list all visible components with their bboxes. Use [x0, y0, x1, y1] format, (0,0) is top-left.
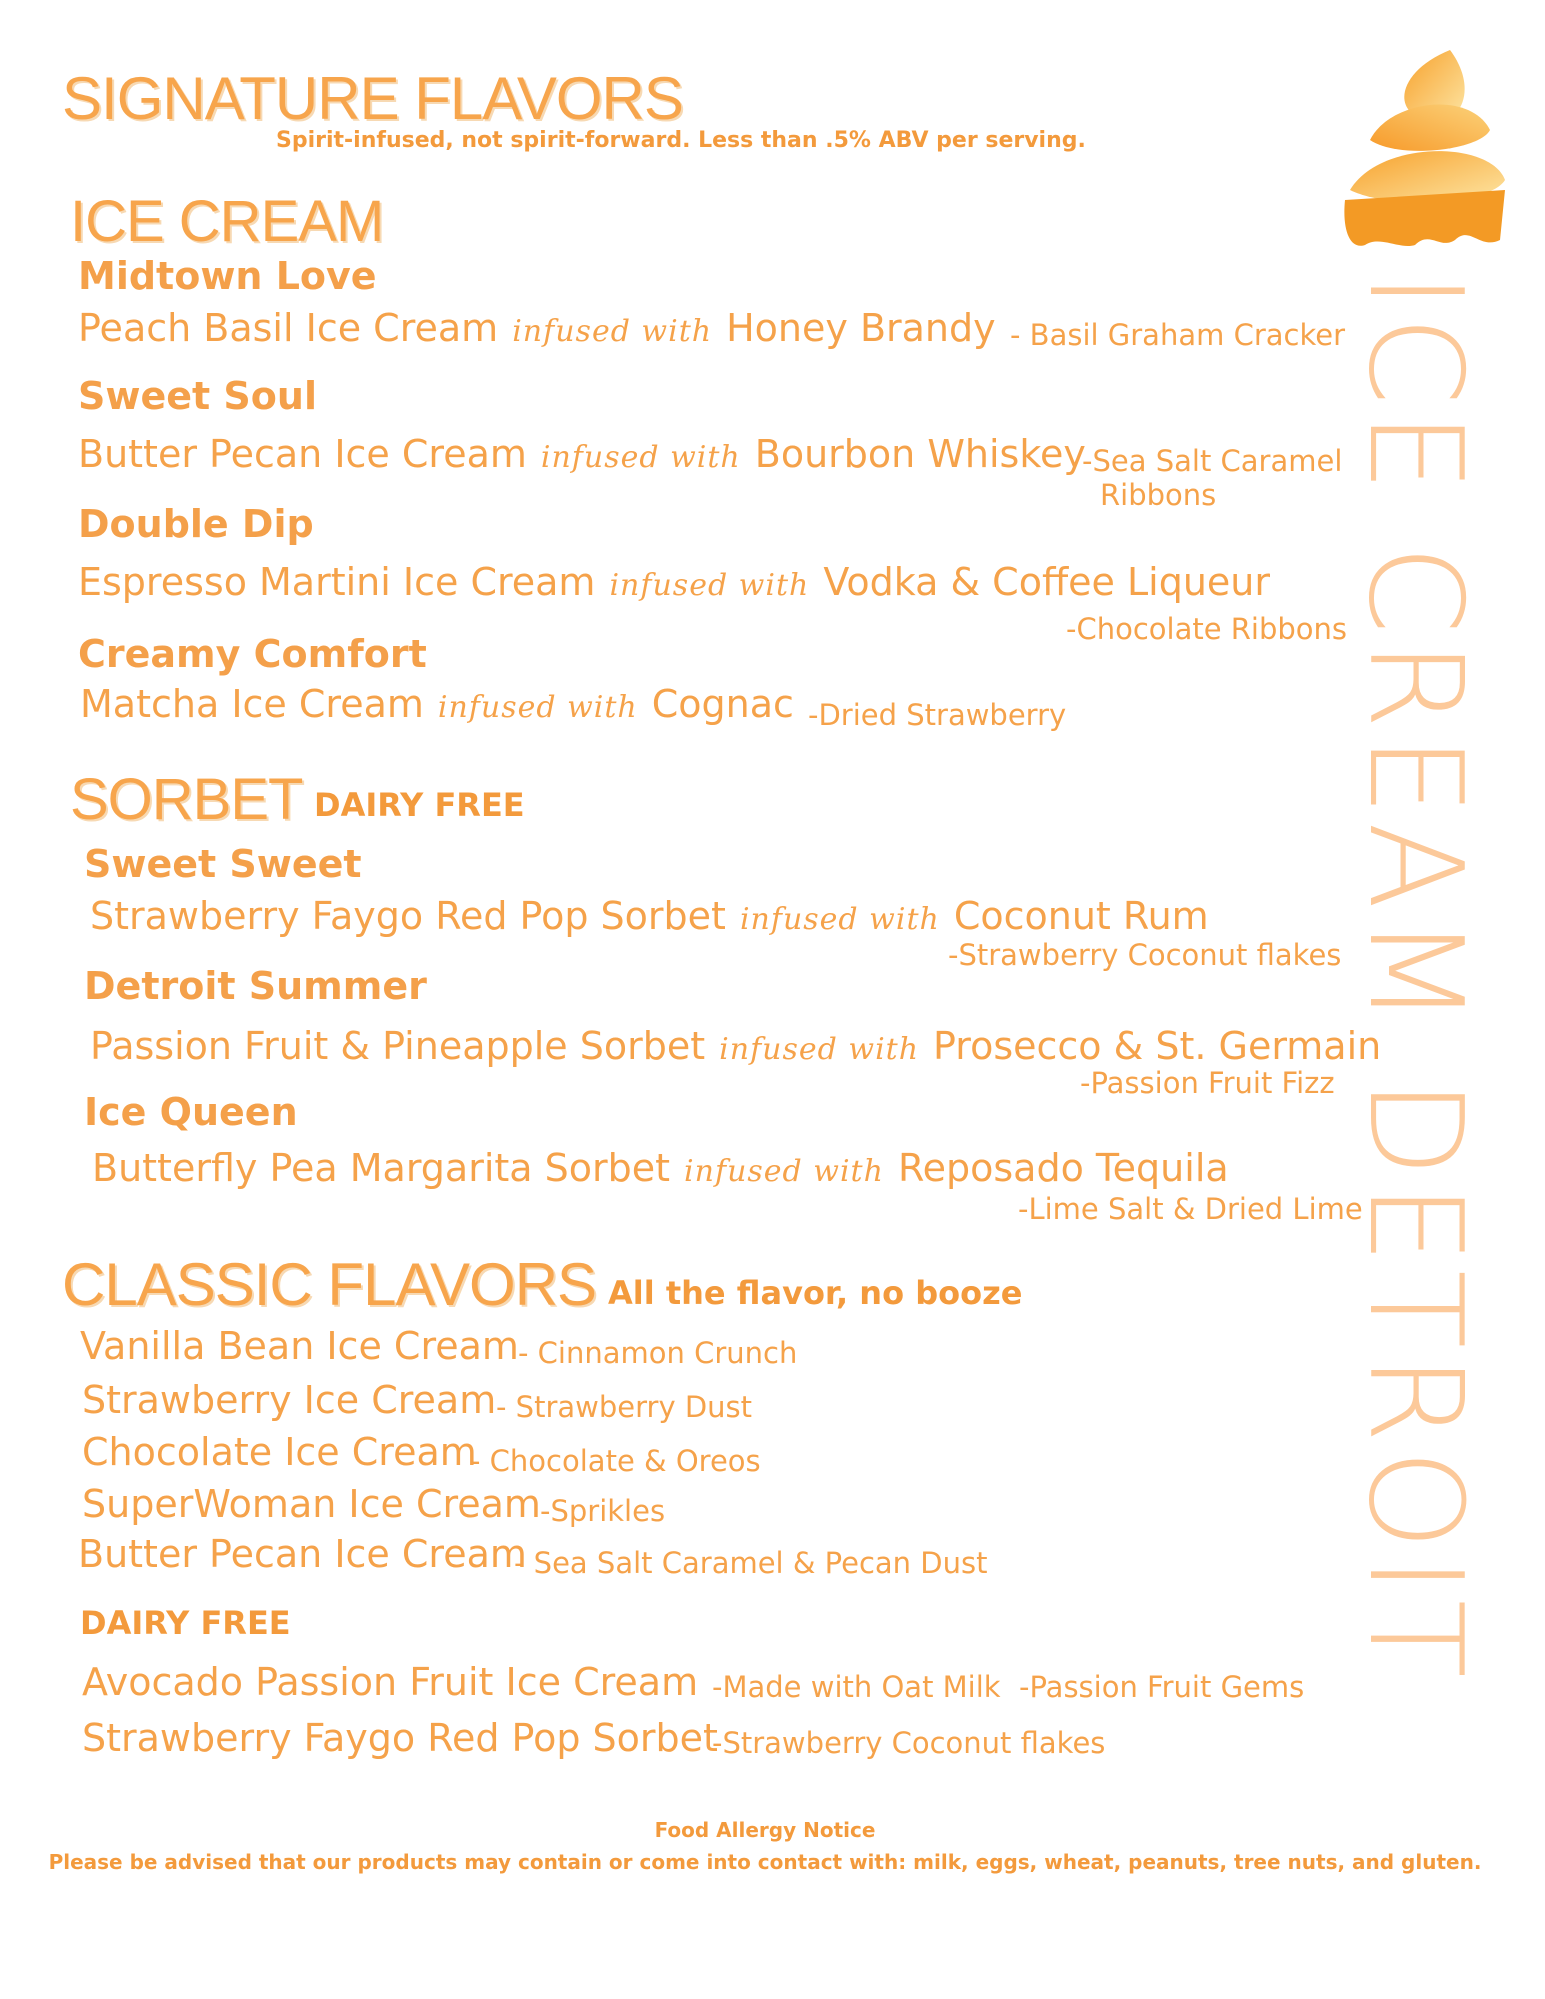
- infused-with-label: infused with: [437, 690, 638, 725]
- classic-item: [82, 1716, 718, 1760]
- classic-heading: CLASSIC FLAVORS: [62, 1251, 597, 1318]
- item-name: Sweet Sweet: [84, 842, 362, 886]
- item-description: [92, 1146, 1229, 1190]
- item-spirit: Vodka & Coffee Liqueur: [823, 560, 1270, 604]
- classic-item: [82, 1378, 496, 1422]
- item-spirit: Prosecco & St. Germain: [933, 1024, 1382, 1068]
- item-base: Espresso Martini Ice Cream: [78, 560, 596, 604]
- infused-with-label: infused with: [512, 314, 713, 349]
- sorbet-heading: SORBET: [70, 767, 303, 832]
- item-base: Peach Basil Ice Cream: [78, 306, 499, 350]
- item-name: Midtown Love: [78, 254, 377, 298]
- item-topping: -Lime Salt & Dried Lime: [1018, 1192, 1363, 1226]
- item-topping: -Passion Fruit Fizz: [1080, 1066, 1335, 1100]
- item-description: [90, 1024, 1381, 1068]
- signature-tagline: Spirit-infused, not spirit-forward. Less than .5% ABV per serving.: [276, 128, 1086, 153]
- item-spirit: Cognac: [651, 682, 794, 726]
- item-base: Strawberry Faygo Red Pop Sorbet: [82, 1716, 718, 1760]
- sorbet-badge: DAIRY FREE: [314, 786, 525, 824]
- item-base: Matcha Ice Cream: [80, 682, 424, 726]
- item-topping: - Strawberry Dust: [496, 1390, 753, 1424]
- item-description: [78, 432, 1086, 476]
- item-topping: -Dried Strawberry: [808, 698, 1067, 732]
- item-spirit: Coconut Rum: [953, 894, 1209, 938]
- brand-vertical-title: ICE CREAM DETROIT: [1340, 272, 1489, 1684]
- item-topping: -Strawberry Coconut flakes: [712, 1726, 1106, 1760]
- item-name: Ice Queen: [84, 1090, 298, 1134]
- item-description: [78, 306, 996, 350]
- item-topping: - Basil Graham Cracker: [1010, 318, 1345, 352]
- item-base: Strawberry Ice Cream: [82, 1378, 497, 1422]
- item-spirit: Bourbon Whiskey: [754, 432, 1086, 476]
- item-base: Butterfly Pea Margarita Sorbet: [92, 1146, 671, 1190]
- item-topping: - Chocolate & Oreos: [470, 1444, 761, 1478]
- dairy-free-heading: DAIRY FREE: [80, 1604, 291, 1642]
- classic-item: [82, 1660, 698, 1704]
- item-topping: -Strawberry Coconut flakes: [948, 938, 1342, 972]
- item-base: SuperWoman Ice Cream: [82, 1482, 541, 1526]
- item-base: Chocolate Ice Cream: [82, 1430, 477, 1474]
- item-base: Butter Pecan Ice Cream: [78, 432, 527, 476]
- item-name: Double Dip: [78, 502, 314, 546]
- item-base: Vanilla Bean Ice Cream: [80, 1324, 519, 1368]
- item-name: Sweet Soul: [78, 374, 317, 418]
- item-base: Passion Fruit & Pineapple Sorbet: [90, 1024, 706, 1068]
- classic-item: [78, 1532, 527, 1576]
- item-description: [80, 682, 794, 726]
- item-base: Butter Pecan Ice Cream: [78, 1532, 527, 1576]
- item-topping: -Sprikles: [540, 1494, 666, 1528]
- classic-item: [82, 1482, 541, 1526]
- item-topping: - Cinnamon Crunch: [518, 1336, 798, 1370]
- classic-item: [80, 1324, 519, 1368]
- allergy-notice-text: Please be advised that our products may contain or come into contact with: milk, eggs, wheat, peanuts, tree nuts, and gluten.: [48, 1850, 1482, 1874]
- allergy-notice-title: Food Allergy Notice: [654, 1818, 876, 1842]
- item-description: [78, 560, 1270, 604]
- classic-item: [82, 1430, 477, 1474]
- infused-with-label: infused with: [609, 568, 810, 603]
- item-description: [90, 894, 1209, 938]
- item-name: Creamy Comfort: [78, 632, 427, 676]
- item-spirit: Honey Brandy: [726, 306, 996, 350]
- item-spirit: Reposado Tequila: [897, 1146, 1229, 1190]
- ice-cream-heading: ICE CREAM: [70, 189, 384, 254]
- item-topping: -Sea Salt Caramel: [1082, 444, 1343, 478]
- item-base: Avocado Passion Fruit Ice Cream: [82, 1660, 699, 1704]
- item-topping: -Chocolate Ribbons: [1066, 612, 1348, 646]
- item-topping: -Made with Oat Milk -Passion Fruit Gems: [712, 1670, 1305, 1704]
- infused-with-label: infused with: [684, 1154, 884, 1189]
- item-base: Strawberry Faygo Red Pop Sorbet: [90, 894, 726, 938]
- infused-with-label: infused with: [719, 1032, 920, 1067]
- item-topping-continued: Ribbons: [1100, 478, 1217, 512]
- classic-tagline: All the flavor, no booze: [608, 1274, 1023, 1312]
- item-topping: - Sea Salt Caramel & Pecan Dust: [514, 1546, 988, 1580]
- ice-cream-swirl-logo-icon: [1330, 40, 1510, 250]
- infused-with-label: infused with: [540, 440, 741, 475]
- item-name: Detroit Summer: [84, 964, 427, 1008]
- infused-with-label: infused with: [739, 902, 940, 937]
- signature-title: SIGNATURE FLAVORS: [62, 65, 683, 132]
